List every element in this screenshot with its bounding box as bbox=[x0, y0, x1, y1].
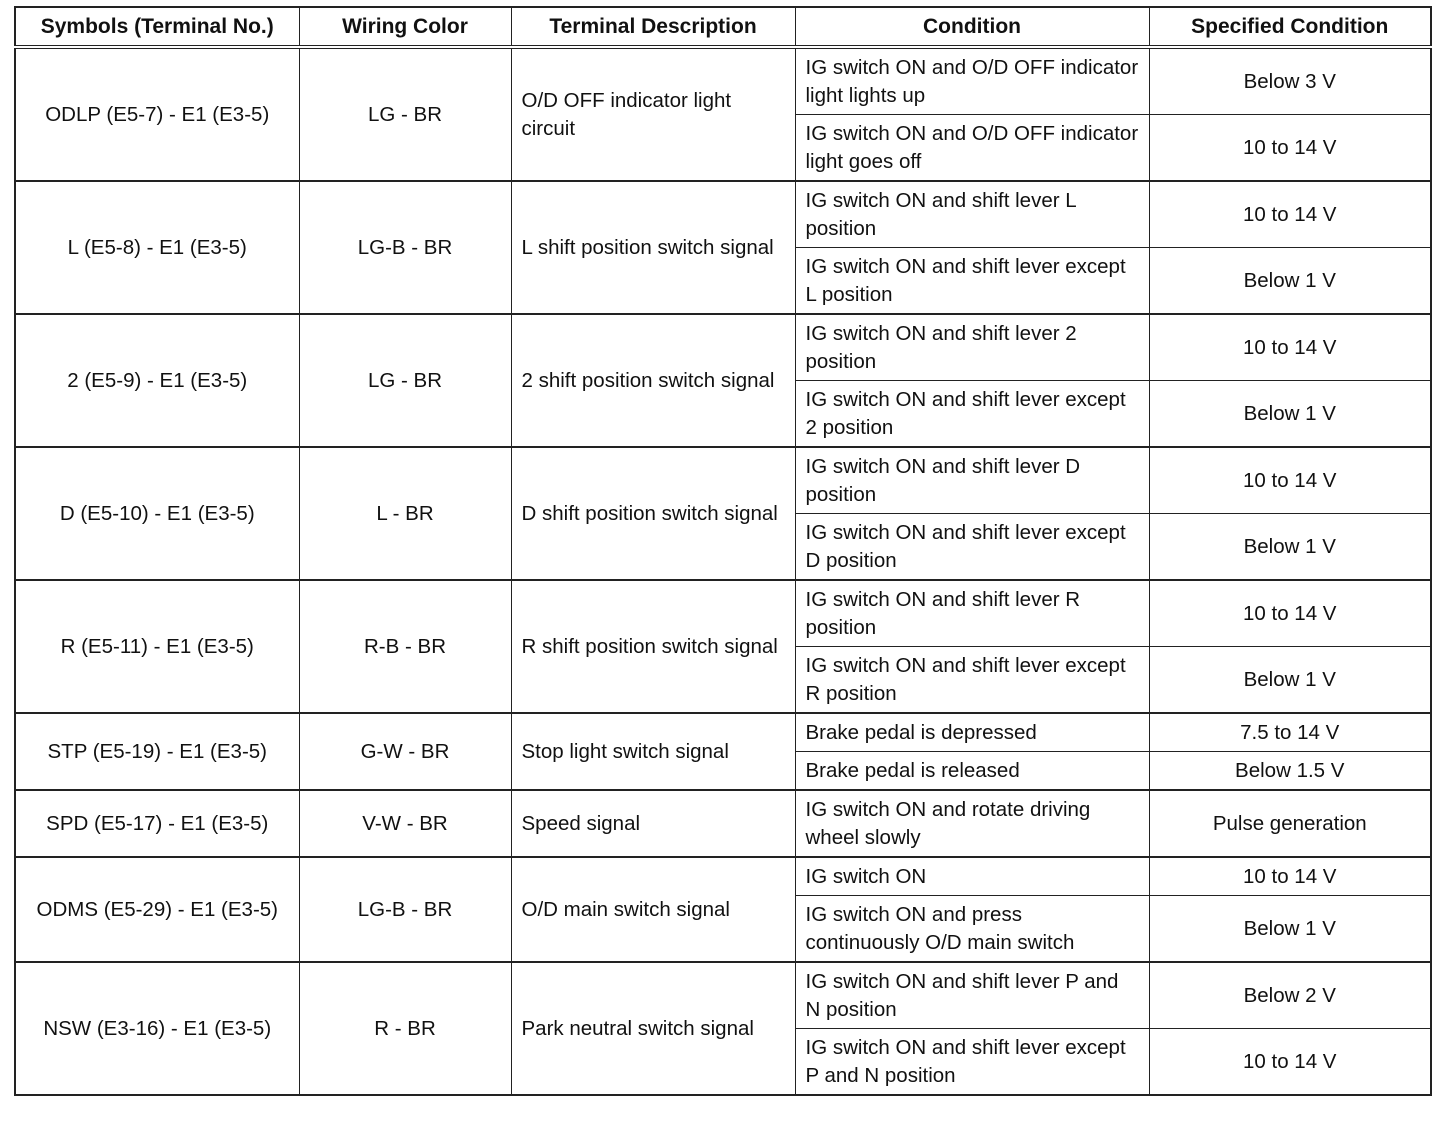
specified-cell: 10 to 14 V bbox=[1149, 314, 1431, 381]
symbol-cell: ODMS (E5-29) - E1 (E3-5) bbox=[15, 857, 299, 962]
table-row bbox=[15, 447, 1431, 514]
description-cell: 2 shift position switch signal bbox=[511, 314, 795, 447]
specified-cell: Below 1.5 V bbox=[1149, 752, 1431, 791]
table-header-row bbox=[15, 7, 1431, 47]
wiring-cell: LG - BR bbox=[299, 47, 511, 181]
description-cell: O/D main switch signal bbox=[511, 857, 795, 962]
header-wiring-color: Wiring Color bbox=[299, 7, 511, 47]
condition-cell: IG switch ON and shift lever L position bbox=[795, 181, 1149, 248]
terminal-spec-table bbox=[14, 6, 1432, 1096]
condition-cell: IG switch ON and shift lever except R position bbox=[795, 647, 1149, 714]
description-cell: L shift position switch signal bbox=[511, 181, 795, 314]
specified-cell: Below 2 V bbox=[1149, 962, 1431, 1029]
header-condition: Condition bbox=[795, 7, 1149, 47]
condition-cell: IG switch ON and shift lever D position bbox=[795, 447, 1149, 514]
table-row bbox=[15, 857, 1431, 896]
condition-cell: IG switch ON and press continuously O/D main switch bbox=[795, 896, 1149, 963]
wiring-cell: LG-B - BR bbox=[299, 181, 511, 314]
condition-cell: IG switch ON and shift lever R position bbox=[795, 580, 1149, 647]
wiring-cell: G-W - BR bbox=[299, 713, 511, 790]
wiring-cell: R - BR bbox=[299, 962, 511, 1095]
specified-cell: 10 to 14 V bbox=[1149, 181, 1431, 248]
wiring-cell: LG-B - BR bbox=[299, 857, 511, 962]
symbol-cell: R (E5-11) - E1 (E3-5) bbox=[15, 580, 299, 713]
symbol-cell: L (E5-8) - E1 (E3-5) bbox=[15, 181, 299, 314]
specified-cell: Below 1 V bbox=[1149, 647, 1431, 714]
header-specified-condition: Specified Condition bbox=[1149, 7, 1431, 47]
header-terminal-description: Terminal Description bbox=[511, 7, 795, 47]
symbol-cell: D (E5-10) - E1 (E3-5) bbox=[15, 447, 299, 580]
condition-cell: IG switch ON bbox=[795, 857, 1149, 896]
condition-cell: Brake pedal is depressed bbox=[795, 713, 1149, 752]
table-row bbox=[15, 47, 1431, 115]
condition-cell: IG switch ON and shift lever P and N position bbox=[795, 962, 1149, 1029]
description-cell: Speed signal bbox=[511, 790, 795, 857]
condition-cell: IG switch ON and shift lever except L position bbox=[795, 248, 1149, 315]
table-row bbox=[15, 962, 1431, 1029]
table-row bbox=[15, 713, 1431, 752]
condition-cell: IG switch ON and shift lever except 2 position bbox=[795, 381, 1149, 448]
specified-cell: Below 3 V bbox=[1149, 47, 1431, 115]
condition-cell: IG switch ON and shift lever 2 position bbox=[795, 314, 1149, 381]
specified-cell: 10 to 14 V bbox=[1149, 115, 1431, 182]
specified-cell: 10 to 14 V bbox=[1149, 857, 1431, 896]
symbol-cell: ODLP (E5-7) - E1 (E3-5) bbox=[15, 47, 299, 181]
specified-cell: 10 to 14 V bbox=[1149, 580, 1431, 647]
condition-cell: Brake pedal is released bbox=[795, 752, 1149, 791]
condition-cell: IG switch ON and shift lever except P and N position bbox=[795, 1029, 1149, 1096]
table-row bbox=[15, 181, 1431, 248]
specified-cell: Below 1 V bbox=[1149, 896, 1431, 963]
specified-cell: 7.5 to 14 V bbox=[1149, 713, 1431, 752]
wiring-cell: L - BR bbox=[299, 447, 511, 580]
condition-cell: IG switch ON and rotate driving wheel slowly bbox=[795, 790, 1149, 857]
symbol-cell: SPD (E5-17) - E1 (E3-5) bbox=[15, 790, 299, 857]
header-symbols: Symbols (Terminal No.) bbox=[15, 7, 299, 47]
description-cell: D shift position switch signal bbox=[511, 447, 795, 580]
table-row bbox=[15, 790, 1431, 857]
condition-cell: IG switch ON and O/D OFF indicator light lights up bbox=[795, 47, 1149, 115]
specified-cell: 10 to 14 V bbox=[1149, 1029, 1431, 1096]
condition-cell: IG switch ON and shift lever except D position bbox=[795, 514, 1149, 581]
table-row bbox=[15, 580, 1431, 647]
specified-cell: Below 1 V bbox=[1149, 381, 1431, 448]
description-cell: Park neutral switch signal bbox=[511, 962, 795, 1095]
wiring-cell: R-B - BR bbox=[299, 580, 511, 713]
wiring-cell: V-W - BR bbox=[299, 790, 511, 857]
condition-cell: IG switch ON and O/D OFF indicator light goes off bbox=[795, 115, 1149, 182]
symbol-cell: 2 (E5-9) - E1 (E3-5) bbox=[15, 314, 299, 447]
symbol-cell: STP (E5-19) - E1 (E3-5) bbox=[15, 713, 299, 790]
description-cell: O/D OFF indicator light circuit bbox=[511, 47, 795, 181]
specified-cell: Below 1 V bbox=[1149, 248, 1431, 315]
description-cell: R shift position switch signal bbox=[511, 580, 795, 713]
specified-cell: 10 to 14 V bbox=[1149, 447, 1431, 514]
description-cell: Stop light switch signal bbox=[511, 713, 795, 790]
wiring-cell: LG - BR bbox=[299, 314, 511, 447]
specified-cell: Below 1 V bbox=[1149, 514, 1431, 581]
table-row bbox=[15, 314, 1431, 381]
specified-cell: Pulse generation bbox=[1149, 790, 1431, 857]
symbol-cell: NSW (E3-16) - E1 (E3-5) bbox=[15, 962, 299, 1095]
